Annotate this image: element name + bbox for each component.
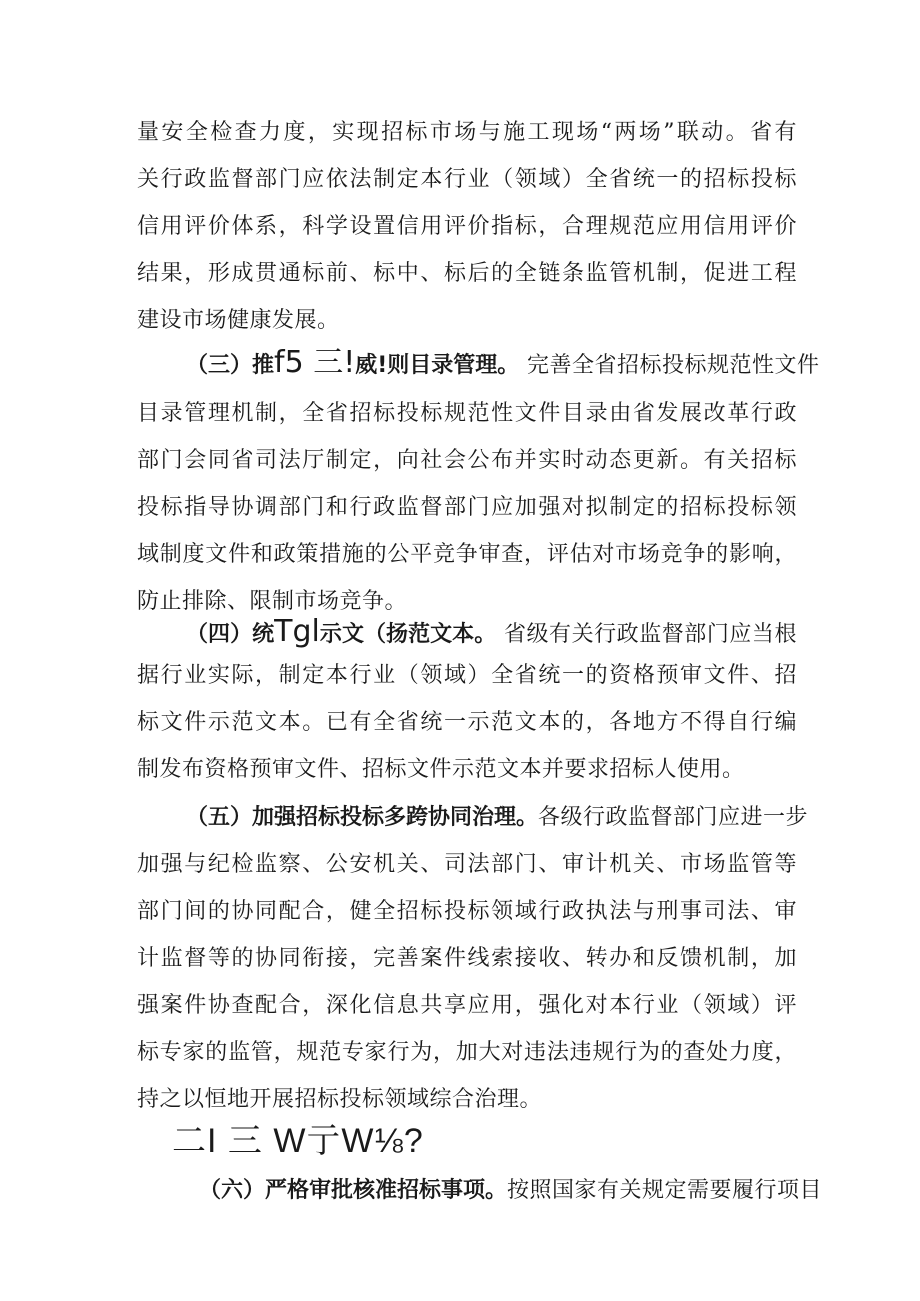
body-text: 各级行政监督部门应进一步 — [538, 805, 809, 830]
body-text-line: 建设市场健康发展。 — [137, 308, 340, 333]
body-text-line: 标文件示范文本。已有全省统一示范文本的，各地方不得自行编 — [137, 710, 797, 735]
body-text: 按照国家有关规定需要履行项目 — [507, 1178, 823, 1203]
body-text-line: 加强与纪检监察、公安机关、司法部门、审计机关、市场监管等 — [137, 852, 797, 877]
body-text-line: 强案件协查配合，深化信息共享应用，强化对本行业（领域）评 — [137, 993, 797, 1018]
paragraph-first-line — [199, 1176, 823, 1206]
body-text-line: 信用评价体系，科学设置信用评价指标，合理规范应用信用评价 — [137, 214, 797, 239]
body-text-line: 目录管理机制，全省招标投标规范性文件目录由省发展改革行政 — [137, 401, 797, 426]
body-text-line: 部门间的协同配合，健全招标投标领域行政执法与刑事司法、审 — [137, 899, 797, 924]
body-text-line: 域制度文件和政策措施的公平竞争审查，评估对市场竞争的影响， — [137, 542, 797, 567]
paragraph-lead: （四）统Tgl示文（扬范文本。 — [186, 614, 497, 649]
paragraph-first-line — [186, 610, 797, 654]
paragraph-first-line — [186, 341, 820, 385]
body-text-line: 投标指导协调部门和行政监督部门应加强对拟制定的招标投标领 — [137, 495, 797, 520]
body-text-line: 量安全检查力度，实现招标市场与施工现场“两场”联动。省有 — [137, 120, 797, 145]
body-text: 完善全省招标投标规范性文件 — [526, 353, 820, 378]
body-text-line: 关行政监督部门应依法制定本行业（领域）全省统一的招标投标 — [137, 167, 797, 192]
body-text-line: 持之以恒地开展招标投标领域综合治理。 — [137, 1087, 543, 1112]
body-text-line: 结果，形成贯通标前、标中、标后的全链条监管机制，促进工程 — [137, 261, 797, 286]
body-text-line: 防止排除、限制市场竞争。 — [137, 589, 408, 614]
body-text-line: 计监督等的协同衔接，完善案件线索接收、转办和反馈机制，加 — [137, 946, 797, 971]
section-heading: 二I 三 W亍W⅛? — [172, 1122, 424, 1160]
body-text-line: 标专家的监管，规范专家行为，加大对违法违规行为的查处力度， — [137, 1040, 797, 1065]
body-text-line: 据行业实际，制定本行业（领域）全省统一的资格预审文件、招 — [137, 663, 797, 688]
body-text: 省级有关行政监督部门应当根 — [503, 622, 797, 647]
paragraph-first-line — [186, 803, 809, 833]
paragraph-lead: （三）推f5 三!威!则目录管理。 — [186, 345, 520, 380]
paragraph-lead: （六）严格审批核准招标事项。 — [199, 1178, 508, 1203]
body-text-line: 部门会同省司法厅制定，向社会公布并实时动态更新。有关招标 — [137, 448, 797, 473]
paragraph-lead: （五）加强招标投标多跨协同治理。 — [186, 805, 539, 830]
body-text-line: 制发布资格预审文件、招标文件示范文本并要求招标人使用。 — [137, 757, 745, 782]
